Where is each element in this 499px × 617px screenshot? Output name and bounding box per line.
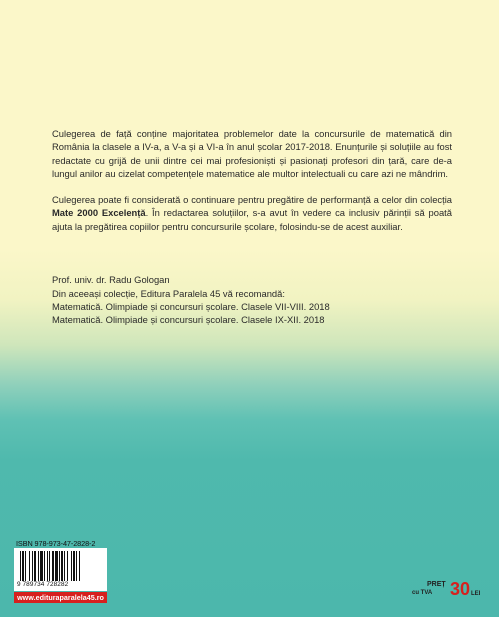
recommend-item: Matematică. Olimpiade și concursuri școlare. Clasele IX-XII. 2018 bbox=[52, 314, 325, 325]
price-amount: 30 bbox=[450, 579, 471, 599]
intro-p2-start: Culegerea poate fi considerată o continuare pentru pregătire de performanță a celor din colecția bbox=[52, 194, 452, 205]
barcode bbox=[14, 548, 107, 591]
vat-label: cu TVA bbox=[412, 590, 433, 596]
price-label: PREȚ bbox=[427, 581, 446, 588]
isbn-label: ISBN 978-973-47-2828-2 bbox=[16, 539, 96, 548]
intro-paragraph-1: Culegerea de față conține majoritatea problemelor date la concursurile de matematică din România la clasele a IV-a, a V-a și a VI-a în anul școlar 2017-2018. Enunțurile și soluțiile au fost redactate cu grijă de unii dintre cei mai profesioniști și pasionați profesori din țară, care de-a lungul anilor au cizelat competențele matematice ale multor intelectuali cu care azi ne mândrim. bbox=[52, 128, 452, 180]
publisher-website[interactable]: www.edituraparalela45.ro bbox=[14, 592, 107, 603]
recommend-item: Matematică. Olimpiade și concursuri școlare. Clasele VII-VIII. 2018 bbox=[52, 301, 330, 312]
price-currency: LEI bbox=[471, 591, 481, 597]
intro-paragraph-2 bbox=[52, 193, 452, 233]
collection-name: Mate 2000 Excelență bbox=[52, 207, 146, 219]
author-signature: Prof. univ. dr. Radu Gologan bbox=[52, 274, 170, 285]
recommend-heading: Din aceeași colecție, Editura Paralela 45 vă recomandă: bbox=[52, 288, 285, 299]
intro-p2-end: . În redactarea soluțiilor, s-a avut în vedere ca inclusiv părinții să poată ajuta la pregătirea copiilor pentru concursurile școlare, folosindu-se de acest auxiliar. bbox=[52, 207, 452, 232]
barcode-digits: 9 789734 728282 bbox=[17, 581, 69, 588]
price-tag bbox=[412, 581, 482, 605]
barcode-bars bbox=[18, 551, 103, 583]
